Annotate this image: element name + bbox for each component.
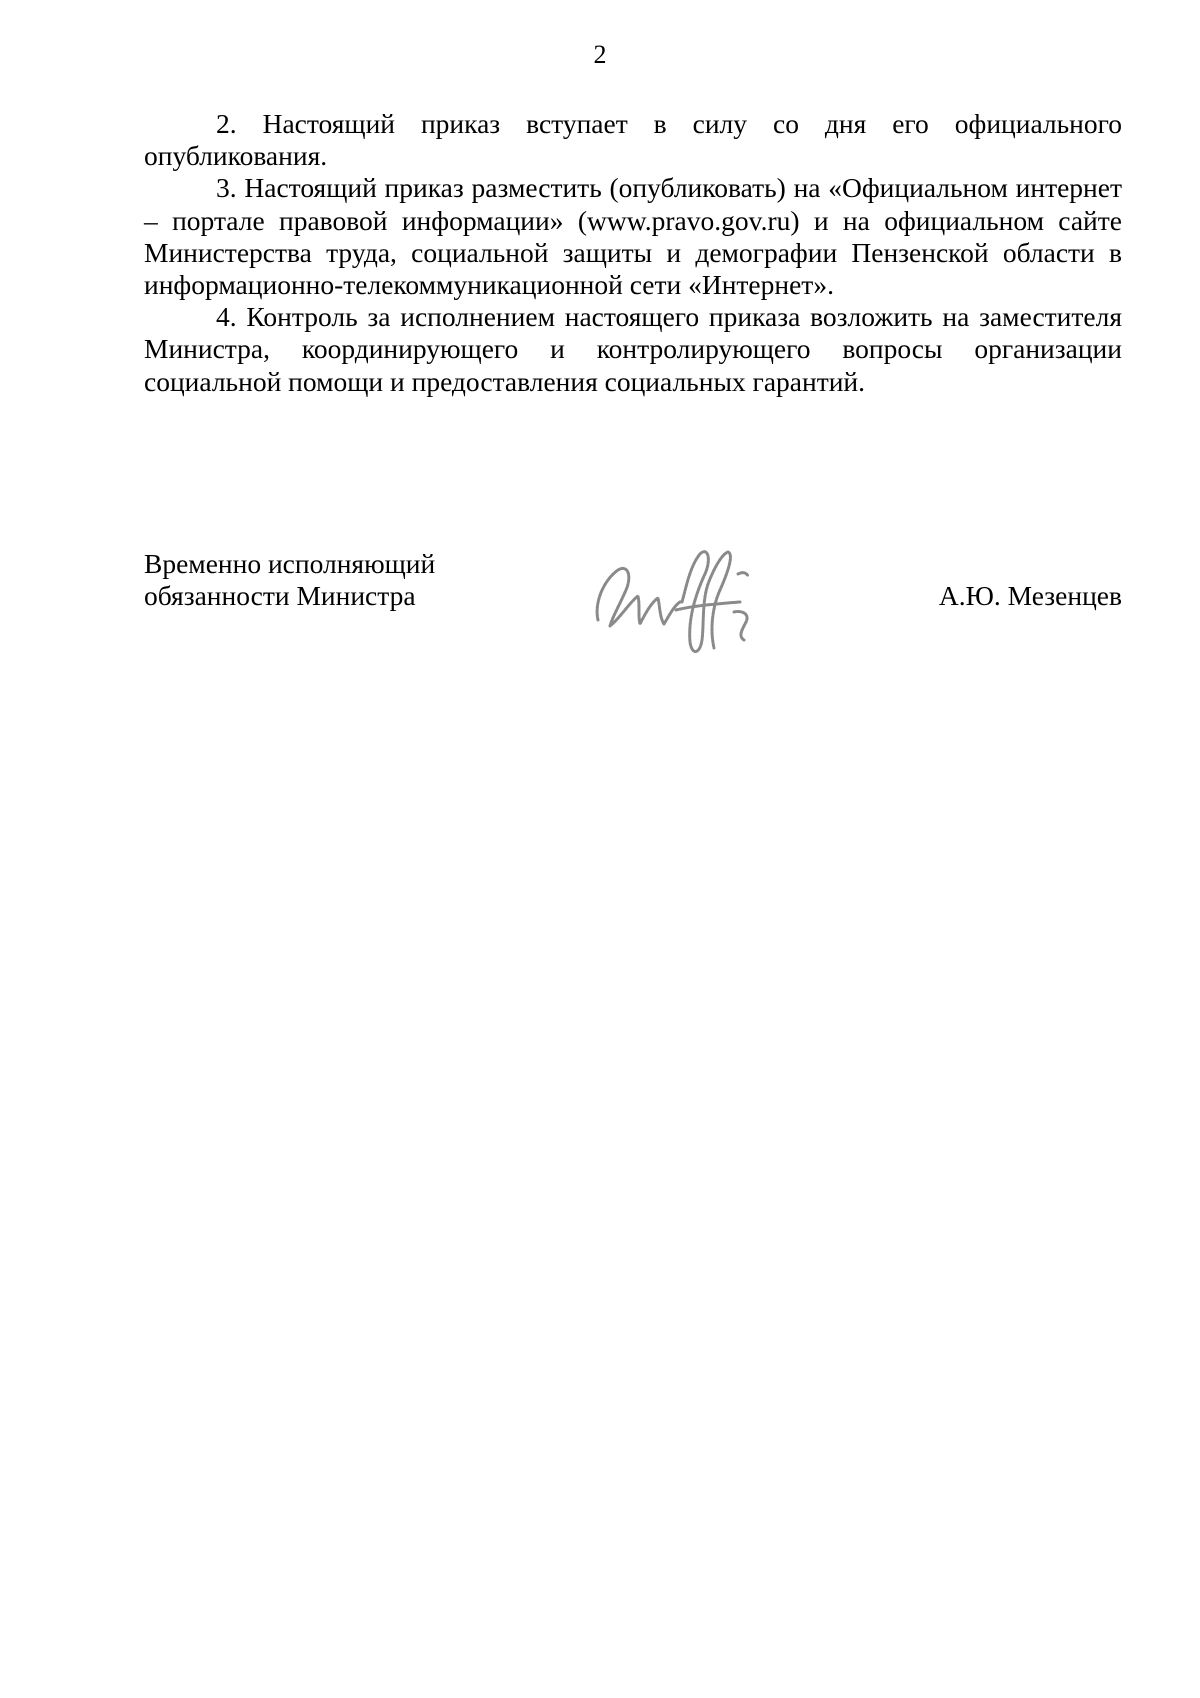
signature-stroke-5 (738, 573, 748, 576)
signer-title-line-2: обязанности Министра (144, 580, 416, 612)
signature-stroke-1 (597, 568, 680, 626)
signer-title (144, 548, 564, 612)
page-number: 2 (593, 40, 607, 69)
clause-2: 2. Настоящий приказ вступает в силу со дня его официального опубликования. (144, 108, 1122, 172)
document-body (144, 108, 1122, 398)
clause-3: 3. Настоящий приказ разместить (опубликовать) на «Официальном интернет – портале правовой информации» (www.pravo.gov.ru) и на официальном сайте Министерства труда, социальной защиты и демографии Пензенской области в информационно-телекоммуникационной сети «Интернет». (144, 172, 1122, 301)
handwritten-signature (590, 532, 765, 664)
signature-block (144, 548, 1122, 668)
signature-stroke-2 (682, 552, 730, 652)
signature-stroke-4 (734, 611, 747, 640)
signature-stroke-3 (676, 602, 740, 610)
signer-title-line-1: Временно исполняющий (144, 548, 436, 579)
signer-name: А.Ю. Мезенцев (938, 580, 1122, 611)
clause-4: 4. Контроль за исполнением настоящего приказа возложить на заместителя Министра, координирующего и контролирующего вопросы организации социальной помощи и предоставления социальных гарантий. (144, 301, 1122, 397)
